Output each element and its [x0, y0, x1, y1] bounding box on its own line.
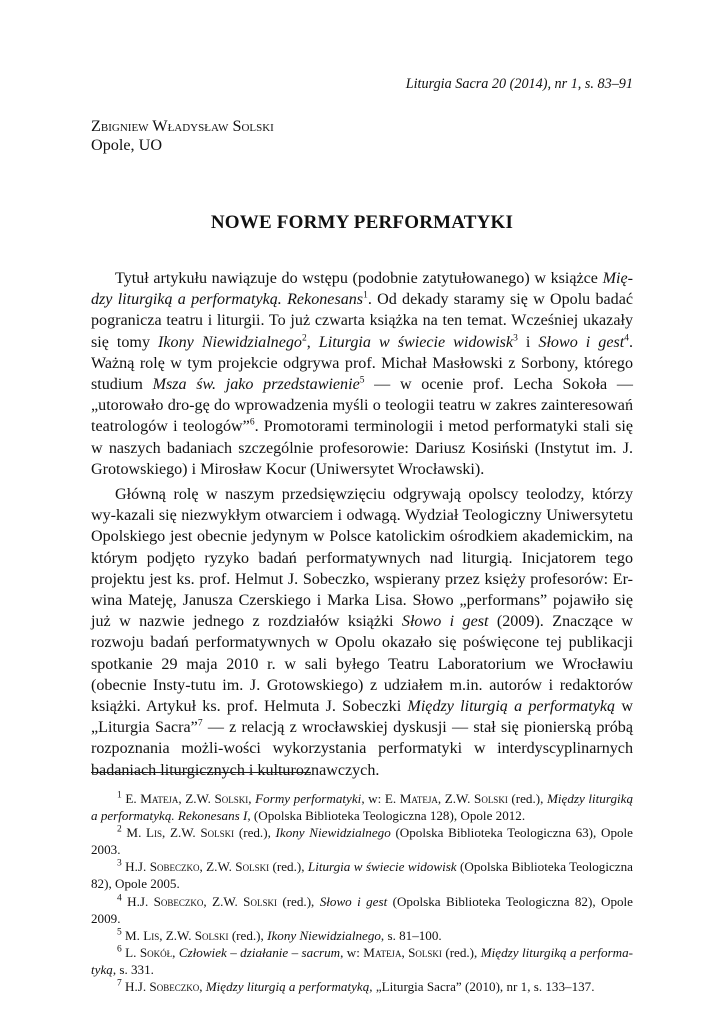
footnote-ref[interactable]: 3: [513, 333, 518, 344]
footnote-2: [91, 824, 633, 858]
text-run: ,: [199, 979, 206, 995]
text-run: , (Opolska Biblioteka Teologiczna 128), Opole 2012.: [247, 808, 526, 824]
footnote-3: [91, 858, 633, 892]
footnote-number: 6: [117, 944, 122, 955]
text-run: H.J.: [121, 859, 150, 875]
cited-author: Solski: [214, 791, 249, 806]
text-run: (red.),: [441, 944, 481, 960]
cited-author: Sobeczko: [153, 893, 204, 909]
text-run: ,: [306, 333, 319, 351]
text-run: , s. 331.: [112, 961, 154, 977]
text-run: H.J.: [121, 893, 154, 909]
text-run: M.: [121, 927, 144, 943]
text-run: w „Liturgia Sacra”: [91, 698, 633, 737]
cited-title: Formy performatyki: [255, 791, 362, 806]
cited-title: Ikony Niewidzialnego: [267, 927, 381, 943]
cited-author: Solski: [243, 893, 277, 909]
footnote-number: 3: [117, 859, 122, 870]
text-run: — z relacją z wrocławskiej dyskusji — stał się pionierską próbą rozpoznania możli-wości wykorzystania performatyki w interdyscyplinarnych badaniach liturgicznych i kulturoznawczych.: [91, 719, 633, 779]
book-title: Mię-dzy liturgiką a performatyką. Rekonesans: [91, 270, 633, 309]
text-run: , „Liturgia Sacra” (2010), nr 1, s. 133–137.: [369, 979, 595, 995]
text-run: ,: [401, 944, 409, 960]
footnotes: [91, 790, 633, 995]
cited-title: Liturgia w świecie widowisk: [307, 859, 457, 875]
footnote-5: [91, 927, 633, 944]
author-name: Zbigniew Władysław Solski: [91, 117, 274, 135]
text-run: i: [517, 333, 539, 351]
footnote-6: [91, 944, 633, 978]
text-run: (red.),: [228, 927, 268, 943]
text-run: (red.),: [276, 893, 320, 909]
text-run: . Ważną rolę w tym projekcie odgrywa prof. Michał Masłowski z Sorbony, którego studium: [91, 333, 633, 394]
cited-title: Między liturgiką a performatyką. Rekonesans I: [91, 791, 633, 824]
cited-author: Mateja: [140, 791, 179, 806]
text-run: , Z.W.: [162, 825, 201, 841]
text-run: (red.),: [234, 825, 276, 841]
footnote-ref[interactable]: 1: [363, 290, 368, 301]
footnote-ref[interactable]: 6: [249, 418, 255, 429]
book-title: Liturgia w świecie widowisk: [318, 333, 514, 351]
text-run: , w: E.: [361, 791, 400, 806]
footnote-separator: [91, 772, 311, 773]
footnote-7: [91, 978, 633, 995]
article-body: [91, 268, 633, 785]
text-run: , Z.W.: [437, 791, 475, 806]
text-run: (Opolska Biblioteka Teologiczna 82), Opole 2009.: [91, 893, 633, 926]
text-run: , w:: [340, 944, 364, 960]
text-run: H.J.: [121, 979, 150, 995]
text-run: (Opolska Biblioteka Teologiczna 82), Opole 2005.: [91, 859, 633, 892]
cited-title: Słowo i gest: [319, 893, 388, 909]
footnote-ref[interactable]: 2: [301, 333, 307, 344]
cited-author: Solski: [408, 944, 442, 960]
footnote-ref[interactable]: 5: [359, 375, 365, 386]
book-title: Słowo i gest: [538, 333, 625, 351]
text-run: ,: [172, 944, 179, 960]
text-run: ,: [248, 791, 256, 806]
paragraph-2: [91, 484, 633, 781]
text-run: (red.),: [269, 859, 308, 875]
book-title: Słowo i gest: [401, 613, 489, 631]
cited-author: Mateja: [363, 944, 402, 960]
cited-author: Sobeczko: [149, 859, 200, 875]
text-run: , Z.W.: [203, 893, 244, 909]
book-title: Msza św. jako przedstawienie: [152, 376, 360, 394]
text-run: Tytuł artykułu nawiązuje do wstępu (podobnie zatytułowanego) w książce: [115, 270, 603, 287]
footnote-ref[interactable]: 7: [197, 718, 203, 729]
cited-author: Lis: [146, 825, 163, 841]
footnote-number: 4: [117, 893, 122, 904]
cited-author: Sokół: [139, 944, 173, 960]
cited-author: Solski: [474, 791, 508, 806]
text-run: . Promotorami terminologii i metod performatyki stali się w naszych badaniach szczególnie profesorowie: Dariusz Kosiński (Instytut im. J. Grotowskiego) i Mirosław Kocur (Uniwersytet Wrocławski).: [91, 418, 633, 478]
article-ref-title: Między liturgią a performatyką: [407, 698, 616, 716]
text-run: , Z.W.: [199, 859, 236, 875]
text-run: Główną rolę w naszym przedsięwzięciu odgrywają opolscy teolodzy, którzy wy-kazali się niezwykłym otwarciem i odwagą. Wydział Teologiczny Uniwersytetu Opolskiego jest obecnie jedynym w Polsce katolickim ośrodkiem akademickim, na którym podjęto ryzyko badań performatywnych nad liturgią. Inicjatorem tego projektu jest ks. prof. Helmut J. Sobeczko, wspierany przez księży profesorów: Er-wina Mateję, Janusza Czerskiego i Marka Lisa. Słowo „performans” pojawiło się już w nazwie jednego z rozdziałów książki: [91, 486, 633, 631]
running-head: Liturgia Sacra 20 (2014), nr 1, s. 83–91: [405, 76, 633, 92]
footnote-4: [91, 893, 633, 927]
footnote-1: [91, 790, 633, 824]
cited-author: Sobeczko: [149, 979, 200, 995]
cited-author: Lis: [143, 927, 160, 943]
text-run: . Od dekady staramy się w Opolu badać pogranicza teatru i liturgii. To już czwarta książka na ten temat. Wcześniej ukazały się tomy: [91, 291, 633, 351]
cited-author: Solski: [200, 825, 235, 841]
text-run: — w ocenie prof. Lecha Sokoła — „utorowało dro-gę do wprowadzenia myśli o teologii teatru w zakres zainteresowań teatrologów i teologów”: [91, 376, 633, 436]
text-run: (2009). Znaczące w rozwoju badań performatywnych w Opolu okazało się poświęcone tej publikacji spotkanie 29 maja 2010 r. w sali byłego Teatru Laboratorium we Wrocławiu (obecnie Insty-tutu im. J. Grotowskiego) z udziałem m.in. autorów i redaktorów książki. Artykuł ks. prof. Helmuta J. Sobeczki: [91, 613, 634, 716]
paragraph-1: [91, 268, 633, 480]
text-run: , s. 81–100.: [380, 927, 442, 943]
footnote-number: 5: [117, 927, 122, 938]
cited-title: Ikony Niewidzialnego: [275, 825, 391, 841]
footnote-number: 2: [117, 824, 122, 835]
cited-title: Człowiek – działanie – sacrum: [178, 944, 341, 960]
cited-author: Solski: [194, 927, 229, 943]
footnote-number: 1: [117, 790, 122, 801]
text-run: , Z.W.: [178, 791, 215, 806]
text-run: L.: [121, 944, 140, 960]
text-run: M.: [121, 825, 147, 841]
text-run: (Opolska Biblioteka Teologiczna 63), Opole 2003.: [91, 825, 633, 858]
author-affiliation: Opole, UO: [91, 136, 163, 154]
article-title: NOWE FORMY PERFORMATYKI: [210, 212, 514, 233]
text-run: E.: [121, 791, 141, 806]
cited-author: Solski: [235, 859, 270, 875]
cited-author: Mateja: [399, 791, 438, 806]
book-title: Ikony Niewidzialnego: [158, 333, 302, 351]
text-run: , Z.W.: [159, 927, 195, 943]
author-block: [91, 117, 274, 155]
cited-title: Między liturgiką a performa-tyką: [91, 944, 634, 977]
footnote-number: 7: [117, 978, 122, 989]
cited-title: Między liturgią a performatyką: [205, 979, 370, 995]
text-run: (red.),: [507, 791, 547, 806]
footnote-ref[interactable]: 4: [624, 333, 629, 344]
